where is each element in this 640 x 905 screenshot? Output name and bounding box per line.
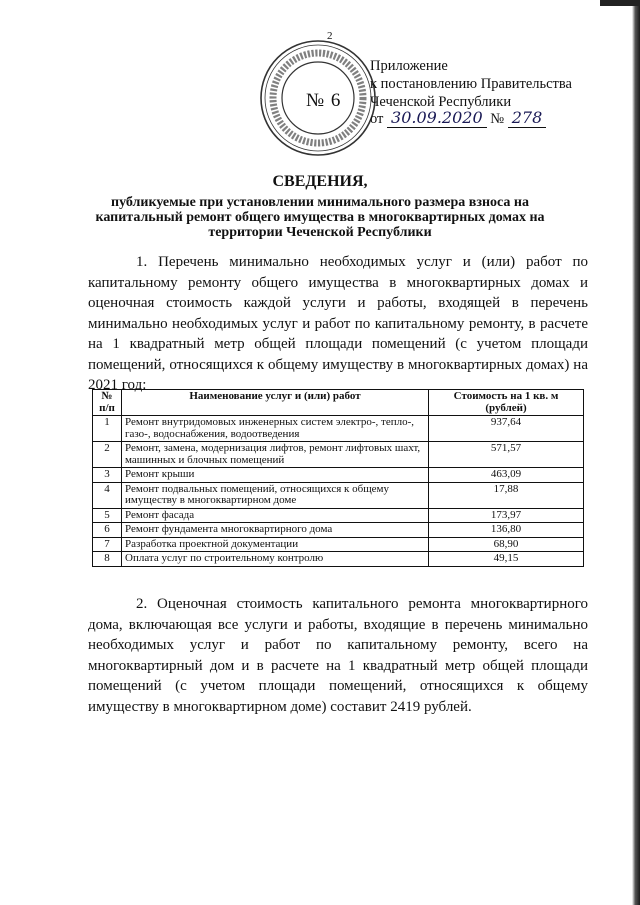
- table-row: [93, 416, 584, 442]
- appendix-line-1: Приложение: [370, 58, 448, 74]
- appendix-date-row: [370, 108, 546, 128]
- row-cost: 937,64: [429, 416, 584, 442]
- row-name: Оплата услуг по строительному контролю: [122, 552, 429, 567]
- row-cost: 49,15: [429, 552, 584, 567]
- row-cost: 571,57: [429, 442, 584, 468]
- table-row: [93, 537, 584, 552]
- decree-number: 278: [508, 108, 547, 128]
- table-row: [93, 523, 584, 538]
- header-num: № п/п: [93, 390, 122, 416]
- paragraph-1: 1. Перечень минимально необходимых услуг и (или) работ по капитальному ремонту общего имущества в многоквартирных домах и оценочная стоимость каждой услуги и работы, входящей в перечень минимально необходимых услуг и работ по капитальному ремонту, в расчете на 1 квадратный метр общей площади помещений (с учетом площади помещений, относящихся к общему имуществу в многоквартирных домах) на 2021 год:: [88, 254, 588, 393]
- row-name: Ремонт фасада: [122, 508, 429, 523]
- table-row: [93, 508, 584, 523]
- row-cost: 17,88: [429, 482, 584, 508]
- row-num: 7: [93, 537, 122, 552]
- seal-number: № 6: [306, 90, 342, 111]
- table-row: [93, 552, 584, 567]
- row-num: 6: [93, 523, 122, 538]
- row-num: 4: [93, 482, 122, 508]
- paragraph-2: 2. Оценочная стоимость капитального ремонта многоквартирного дома, включающая все услуги и работы, входящие в перечень минимально необходимых услуг и работ по капитальному ремонту, всего на многоквартирный дом и в расчете на 1 квадратный метр общей площади помещений (с учетом площади помещений, относящихся к общему имуществу в многоквартирном доме) составит 2419 рублей.: [88, 596, 588, 715]
- document-title: СВЕДЕНИЯ,: [272, 173, 368, 190]
- row-num: 8: [93, 552, 122, 567]
- row-cost: 136,80: [429, 523, 584, 538]
- table-row: [93, 442, 584, 468]
- table-row: [93, 468, 584, 483]
- row-num: 1: [93, 416, 122, 442]
- scan-edge: [632, 0, 640, 905]
- date-prefix: от: [370, 111, 384, 127]
- number-prefix: №: [490, 111, 505, 127]
- header-cost: Стоимость на 1 кв. м (рублей): [429, 390, 584, 416]
- decree-date: 30.09.2020: [387, 108, 487, 128]
- services-table: [92, 389, 584, 567]
- row-cost: 173,97: [429, 508, 584, 523]
- page-number: 2: [327, 30, 333, 42]
- row-name: Ремонт фундамента многоквартирного дома: [122, 523, 429, 538]
- row-name: Ремонт крыши: [122, 468, 429, 483]
- row-cost: 463,09: [429, 468, 584, 483]
- row-name: Ремонт, замена, модернизация лифтов, ремонт лифтовых шахт, машинных и блочных помещений: [122, 442, 429, 468]
- row-name: Разработка проектной документации: [122, 537, 429, 552]
- appendix-line-2: к постановлению Правительства: [370, 76, 572, 92]
- scan-edge-top: [600, 0, 640, 6]
- row-num: 3: [93, 468, 122, 483]
- appendix-block: [370, 57, 572, 111]
- table-row: [93, 482, 584, 508]
- table-header-row: [93, 390, 584, 416]
- row-num: 5: [93, 508, 122, 523]
- header-name: Наименование услуг и (или) работ: [122, 390, 429, 416]
- row-name: Ремонт подвальных помещений, относящихся к общему имуществу в многоквартирном доме: [122, 482, 429, 508]
- row-num: 2: [93, 442, 122, 468]
- document-subtitle: публикуемые при установлении минимального размера взноса на капитальный ремонт общего имущества в многоквартирных домах на территории Чеченской Республики: [95, 195, 545, 240]
- row-cost: 68,90: [429, 537, 584, 552]
- appendix-line-3: Чеченской Республики: [370, 94, 512, 110]
- row-name: Ремонт внутридомовых инженерных систем электро-, тепло-, газо-, водоснабжения, водоотведения: [122, 416, 429, 442]
